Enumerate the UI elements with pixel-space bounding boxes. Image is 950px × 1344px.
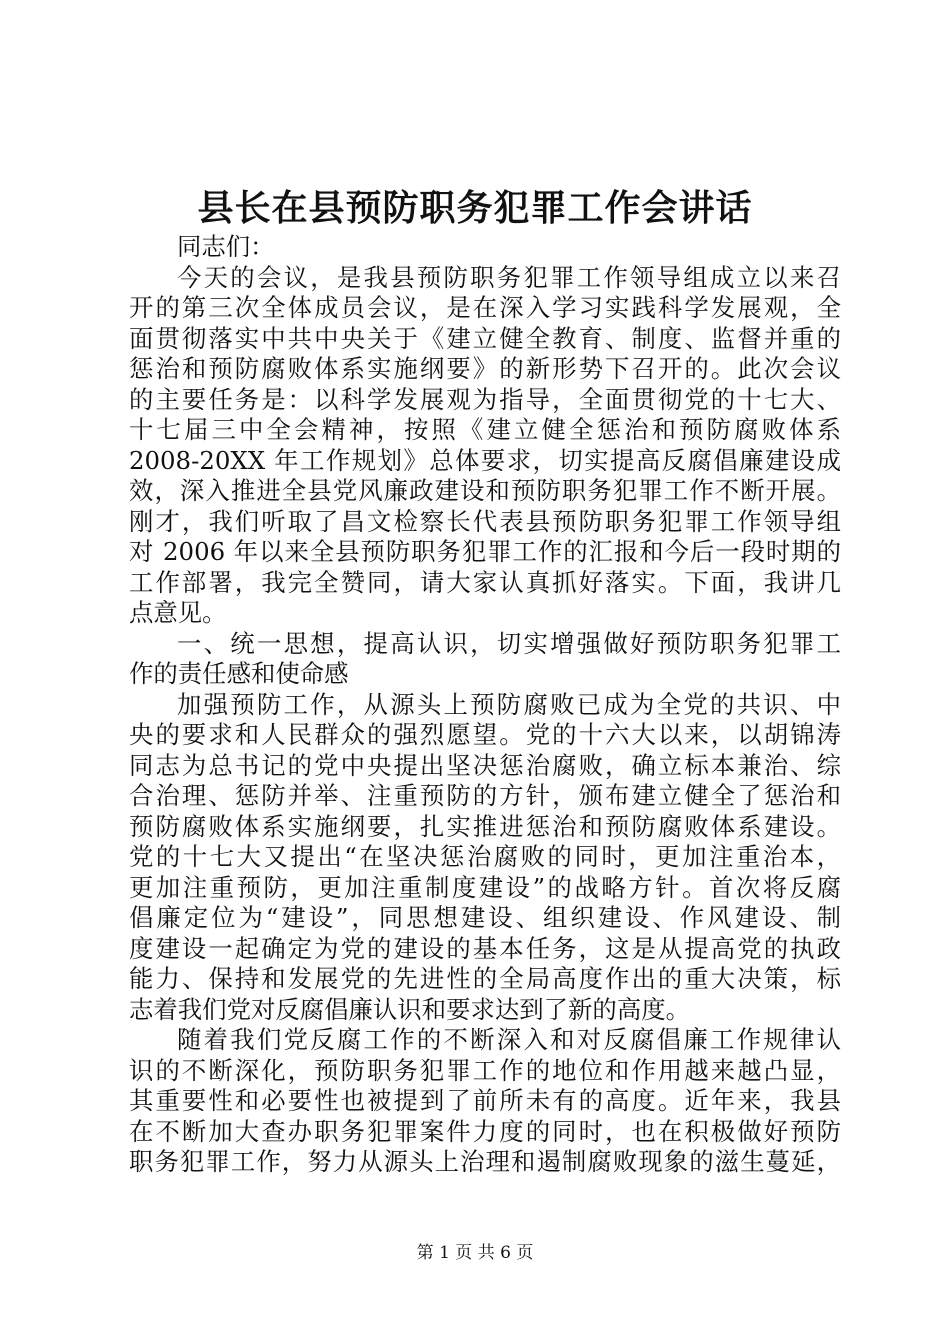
document-title: 县长在县预防职务犯罪工作会讲话 [197, 187, 753, 229]
body-line: 开的第三次全体成员会议，是在深入学习实践科学发展观，全 [129, 293, 841, 322]
body-line: 同志为总书记的党中央提出坚决惩治腐败，确立标本兼治、综 [129, 750, 841, 780]
document-body [129, 232, 841, 1178]
body-line: 面贯彻落实中共中央关于《建立健全教育、制度、监督并重的 [129, 323, 841, 353]
body-line: 点意见。 [129, 598, 227, 627]
body-line: 惩治和预防腐败体系实施纲要》的新形势下召开的。此次会议 [129, 354, 841, 383]
body-line: 在不断加大查办职务犯罪案件力度的同时，也在积极做好预防 [129, 1116, 841, 1146]
body-line: 更加注重预防，更加注重制度建设”的战略方针。首次将反腐 [129, 872, 841, 902]
body-line: 预防腐败体系实施纲要，扎实推进惩治和预防腐败体系建设。 [129, 811, 841, 841]
body-line: 随着我们党反腐工作的不断深入和对反腐倡廉工作规律认 [177, 1025, 841, 1054]
body-line: 刚才，我们听取了昌文检察长代表县预防职务犯罪工作领导组 [129, 506, 841, 536]
body-line: 一、统一思想，提高认识，切实增强做好预防职务犯罪工 [177, 628, 841, 658]
body-line: 十七届三中全会精神，按照《建立健全惩治和预防腐败体系 [129, 415, 841, 444]
body-line: 同志们： [177, 232, 275, 261]
body-line: 今天的会议，是我县预防职务犯罪工作领导组成立以来召 [177, 262, 841, 292]
body-line: 识的不断深化，预防职务犯罪工作的地位和作用越来越凸显， [129, 1055, 841, 1085]
body-line: 度建设一起确定为党的建设的基本任务，这是从提高党的执政 [129, 933, 841, 963]
body-line: 作的责任感和使命感 [129, 659, 349, 688]
body-line: 职务犯罪工作，努力从源头上治理和遏制腐败现象的滋生蔓延， [129, 1147, 841, 1176]
body-line: 加强预防工作，从源头上预防腐败已成为全党的共识、中 [177, 689, 841, 719]
body-line: 合治理、惩防并举、注重预防的方针，颁布建立健全了惩治和 [129, 781, 841, 810]
body-line: 倡廉定位为“建设”，同思想建设、组织建设、作风建设、制 [129, 903, 841, 932]
body-line: 对 2006 年以来全县预防职务犯罪工作的汇报和今后一段时期的 [129, 537, 841, 566]
body-line: 党的十七大又提出“在坚决惩治腐败的同时，更加注重治本， [129, 842, 841, 871]
body-line: 志着我们党对反腐倡廉认识和要求达到了新的高度。 [129, 994, 690, 1024]
body-line: 2008-20XX 年工作规划》总体要求，切实提高反腐倡廉建设成 [129, 445, 841, 475]
page-footer: 第 1 页 共 6 页 [416, 1243, 534, 1263]
body-line: 效，深入推进全县党风廉政建设和预防职务犯罪工作不断开展。 [129, 476, 841, 505]
body-line: 央的要求和人民群众的强烈愿望。党的十六大以来，以胡锦涛 [129, 720, 841, 749]
body-line: 其重要性和必要性也被提到了前所未有的高度。近年来，我县 [129, 1086, 841, 1115]
body-line: 的主要任务是：以科学发展观为指导，全面贯彻党的十七大、 [129, 384, 841, 414]
body-line: 能力、保持和发展党的先进性的全局高度作出的重大决策，标 [129, 964, 841, 993]
body-line: 工作部署，我完全赞同，请大家认真抓好落实。下面，我讲几 [129, 567, 841, 597]
